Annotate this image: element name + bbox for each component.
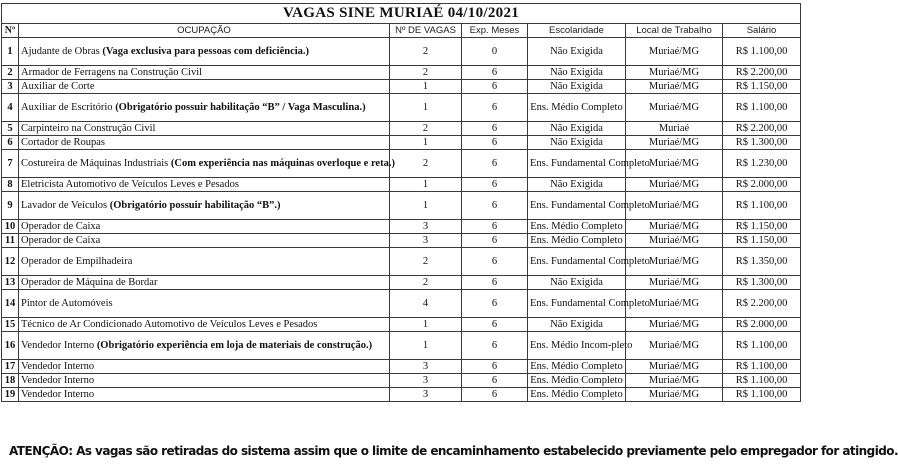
row-experience: 6 bbox=[462, 374, 528, 388]
occupation-requirement-note: (Vaga exclusiva para pessoas com deficiência.) bbox=[102, 46, 310, 57]
occupation-title: Operador de Empilhadeira bbox=[21, 256, 133, 267]
table-row bbox=[2, 66, 801, 80]
table-row bbox=[2, 150, 801, 178]
header-vacancies: Nº DE VAGAS bbox=[390, 24, 462, 38]
row-occupation bbox=[19, 136, 390, 150]
occupation-title: Auxiliar de Corte bbox=[21, 81, 95, 92]
row-number: 3 bbox=[2, 80, 19, 94]
row-occupation bbox=[19, 374, 390, 388]
table-header-row bbox=[2, 24, 801, 38]
table-row bbox=[2, 136, 801, 150]
row-experience: 6 bbox=[462, 290, 528, 318]
row-education: Ens. Médio Completo bbox=[528, 388, 626, 402]
row-experience: 6 bbox=[462, 248, 528, 276]
occupation-title: Vendedor Interno bbox=[21, 361, 95, 372]
row-workplace: Muriaé/MG bbox=[626, 318, 723, 332]
row-workplace: Muriaé/MG bbox=[626, 234, 723, 248]
row-experience: 6 bbox=[462, 234, 528, 248]
row-vacancies: 3 bbox=[390, 234, 462, 248]
row-vacancies: 2 bbox=[390, 38, 462, 66]
row-education: Ens. Médio Incom-pleto bbox=[528, 332, 626, 360]
row-salary: R$ 2.200,00 bbox=[723, 122, 801, 136]
row-salary: R$ 2.200,00 bbox=[723, 66, 801, 80]
row-experience: 6 bbox=[462, 80, 528, 94]
row-salary: R$ 1.300,00 bbox=[723, 276, 801, 290]
row-education: Ens. Médio Completo bbox=[528, 374, 626, 388]
row-number: 1 bbox=[2, 38, 19, 66]
occupation-title: Pintor de Automóveis bbox=[21, 298, 113, 309]
row-occupation bbox=[19, 388, 390, 402]
row-occupation bbox=[19, 178, 390, 192]
row-experience: 6 bbox=[462, 122, 528, 136]
row-workplace: Muriaé/MG bbox=[626, 374, 723, 388]
row-workplace: Muriaé/MG bbox=[626, 94, 723, 122]
row-salary: R$ 2.200,00 bbox=[723, 290, 801, 318]
row-vacancies: 2 bbox=[390, 248, 462, 276]
row-experience: 6 bbox=[462, 332, 528, 360]
row-number: 2 bbox=[2, 66, 19, 80]
table-row bbox=[2, 192, 801, 220]
row-education: Não Exigida bbox=[528, 276, 626, 290]
row-salary: R$ 1.100,00 bbox=[723, 388, 801, 402]
occupation-title: Costureira de Máquinas Industriais bbox=[21, 158, 171, 169]
row-occupation bbox=[19, 66, 390, 80]
row-education: Ens. Médio Completo bbox=[528, 220, 626, 234]
row-salary: R$ 1.100,00 bbox=[723, 374, 801, 388]
row-number: 16 bbox=[2, 332, 19, 360]
row-salary: R$ 1.300,00 bbox=[723, 136, 801, 150]
header-experience: Exp. Meses bbox=[462, 24, 528, 38]
table-row bbox=[2, 234, 801, 248]
row-experience: 6 bbox=[462, 94, 528, 122]
occupation-title: Auxiliar de Escritório bbox=[21, 102, 116, 113]
row-salary: R$ 2.000,00 bbox=[723, 318, 801, 332]
row-experience: 6 bbox=[462, 192, 528, 220]
row-occupation bbox=[19, 248, 390, 276]
row-occupation bbox=[19, 80, 390, 94]
row-education: Ens. Médio Completo bbox=[528, 234, 626, 248]
row-vacancies: 2 bbox=[390, 150, 462, 178]
row-education: Não Exigida bbox=[528, 318, 626, 332]
row-salary: R$ 1.100,00 bbox=[723, 38, 801, 66]
table-row bbox=[2, 80, 801, 94]
row-workplace: Muriaé/MG bbox=[626, 38, 723, 66]
row-salary: R$ 1.100,00 bbox=[723, 192, 801, 220]
row-occupation bbox=[19, 150, 395, 178]
table-row bbox=[2, 178, 801, 192]
row-experience: 6 bbox=[462, 276, 528, 290]
occupation-title: Lavador de Veículos bbox=[21, 200, 110, 211]
row-education: Não Exigida bbox=[528, 178, 626, 192]
table-row bbox=[2, 318, 801, 332]
row-occupation bbox=[19, 290, 390, 318]
row-occupation bbox=[19, 38, 390, 66]
table-row bbox=[2, 220, 801, 234]
table-row bbox=[2, 290, 801, 318]
row-salary: R$ 1.100,00 bbox=[723, 332, 801, 360]
occupation-requirement-note: (Obrigatório experiência em loja de materiais de construção.) bbox=[96, 340, 373, 351]
occupation-title: Operador de Caixa bbox=[21, 221, 101, 232]
row-education: Não Exigida bbox=[528, 80, 626, 94]
row-number: 18 bbox=[2, 374, 19, 388]
row-vacancies: 2 bbox=[390, 122, 462, 136]
row-workplace: Muriaé/MG bbox=[626, 192, 723, 220]
occupation-title: Armador de Ferragens na Construção Civil bbox=[21, 67, 203, 78]
row-number: 17 bbox=[2, 360, 19, 374]
row-education: Ens. Fundamental Completo bbox=[528, 150, 626, 178]
row-education: Ens. Médio Completo bbox=[528, 360, 626, 374]
row-occupation bbox=[19, 318, 390, 332]
row-education: Não Exigida bbox=[528, 136, 626, 150]
row-workplace: Muriaé/MG bbox=[626, 66, 723, 80]
row-occupation bbox=[19, 332, 390, 360]
row-number: 15 bbox=[2, 318, 19, 332]
row-number: 7 bbox=[2, 150, 19, 178]
row-workplace: Muriaé/MG bbox=[626, 248, 723, 276]
attention-note: ATENÇÃO: As vagas são retiradas do sistema assim que o limite de encaminhamento estabelecido previamente pelo empregador for atingido. bbox=[9, 444, 898, 458]
row-vacancies: 3 bbox=[390, 374, 462, 388]
row-workplace: Muriaé/MG bbox=[626, 290, 723, 318]
occupation-title: Vendedor Interno bbox=[21, 375, 95, 386]
row-vacancies: 1 bbox=[390, 80, 462, 94]
row-number: 14 bbox=[2, 290, 19, 318]
header-salary: Salário bbox=[723, 24, 801, 38]
row-number: 10 bbox=[2, 220, 19, 234]
row-occupation bbox=[19, 94, 390, 122]
occupation-requirement-note: (Obrigatório possuir habilitação “B” / Vaga Masculina.) bbox=[115, 102, 366, 113]
row-occupation bbox=[19, 220, 390, 234]
row-salary: R$ 1.150,00 bbox=[723, 220, 801, 234]
header-education: Escolaridade bbox=[528, 24, 626, 38]
table-row bbox=[2, 374, 801, 388]
row-workplace: Muriaé/MG bbox=[626, 220, 723, 234]
occupation-title: Eletricista Automotivo de Veículos Leves e Pesados bbox=[21, 179, 239, 190]
row-experience: 6 bbox=[462, 220, 528, 234]
row-vacancies: 1 bbox=[390, 332, 462, 360]
occupation-title: Vendedor Interno bbox=[21, 340, 97, 351]
row-experience: 6 bbox=[462, 360, 528, 374]
table-row bbox=[2, 38, 801, 66]
row-vacancies: 1 bbox=[390, 192, 462, 220]
table-body bbox=[2, 38, 801, 402]
occupation-title: Operador de Máquina de Bordar bbox=[21, 277, 158, 288]
row-experience: 6 bbox=[462, 318, 528, 332]
row-education: Ens. Fundamental Completo bbox=[528, 192, 626, 220]
row-occupation bbox=[19, 192, 390, 220]
row-education: Ens. Fundamental Completo bbox=[528, 248, 626, 276]
occupation-requirement-note: (Obrigatório possuir habilitação “B”.) bbox=[109, 200, 281, 211]
table-row bbox=[2, 332, 801, 360]
table-row bbox=[2, 94, 801, 122]
row-number: 12 bbox=[2, 248, 19, 276]
occupation-title: Técnico de Ar Condicionado Automotivo de Veículos Leves e Pesados bbox=[21, 319, 318, 330]
row-vacancies: 1 bbox=[390, 178, 462, 192]
row-number: 19 bbox=[2, 388, 19, 402]
table-row bbox=[2, 388, 801, 402]
row-number: 13 bbox=[2, 276, 19, 290]
table-row bbox=[2, 360, 801, 374]
row-occupation bbox=[19, 360, 390, 374]
row-vacancies: 3 bbox=[390, 388, 462, 402]
row-workplace: Muriaé/MG bbox=[626, 136, 723, 150]
row-vacancies: 4 bbox=[390, 290, 462, 318]
row-experience: 6 bbox=[462, 150, 528, 178]
row-education: Não Exigida bbox=[528, 122, 626, 136]
row-experience: 6 bbox=[462, 66, 528, 80]
row-workplace: Muriaé/MG bbox=[626, 276, 723, 290]
row-education: Não Exigida bbox=[528, 38, 626, 66]
row-workplace: Muriaé/MG bbox=[626, 178, 723, 192]
row-vacancies: 2 bbox=[390, 276, 462, 290]
row-salary: R$ 1.150,00 bbox=[723, 234, 801, 248]
occupation-requirement-note: (Com experiência nas máquinas overloque e reta.) bbox=[170, 158, 395, 169]
row-vacancies: 3 bbox=[390, 220, 462, 234]
occupation-title: Vendedor Interno bbox=[21, 389, 95, 400]
row-experience: 6 bbox=[462, 178, 528, 192]
row-experience: 0 bbox=[462, 38, 528, 66]
row-workplace: Muriaé/MG bbox=[626, 360, 723, 374]
row-number: 9 bbox=[2, 192, 19, 220]
row-workplace: Muriaé/MG bbox=[626, 388, 723, 402]
row-salary: R$ 1.350,00 bbox=[723, 248, 801, 276]
row-salary: R$ 1.150,00 bbox=[723, 80, 801, 94]
row-education: Ens. Fundamental Completo bbox=[528, 290, 626, 318]
occupation-title: Carpinteiro na Construção Civil bbox=[21, 123, 156, 134]
header-workplace: Local de Trabalho bbox=[626, 24, 723, 38]
row-vacancies: 1 bbox=[390, 94, 462, 122]
row-workplace: Muriaé/MG bbox=[626, 332, 723, 360]
row-experience: 6 bbox=[462, 388, 528, 402]
row-salary: R$ 1.230,00 bbox=[723, 150, 801, 178]
header-occupation: OCUPAÇÃO bbox=[19, 24, 390, 38]
row-number: 8 bbox=[2, 178, 19, 192]
occupation-title: Operador de Caixa bbox=[21, 235, 101, 246]
row-vacancies: 1 bbox=[390, 318, 462, 332]
row-education: Não Exigida bbox=[528, 66, 626, 80]
row-number: 5 bbox=[2, 122, 19, 136]
row-occupation bbox=[19, 122, 390, 136]
table-row bbox=[2, 276, 801, 290]
row-vacancies: 2 bbox=[390, 66, 462, 80]
page-title: VAGAS SINE MURIAÉ 04/10/2021 bbox=[2, 4, 801, 24]
row-workplace: Muriaé/MG bbox=[626, 80, 723, 94]
row-salary: R$ 1.100,00 bbox=[723, 360, 801, 374]
table-row bbox=[2, 248, 801, 276]
row-vacancies: 3 bbox=[390, 360, 462, 374]
row-occupation bbox=[19, 276, 390, 290]
row-education: Ens. Médio Completo bbox=[528, 94, 626, 122]
row-number: 4 bbox=[2, 94, 19, 122]
row-occupation bbox=[19, 234, 390, 248]
row-vacancies: 1 bbox=[390, 136, 462, 150]
table-row bbox=[2, 122, 801, 136]
row-workplace: Muriaé bbox=[626, 122, 723, 136]
row-number: 11 bbox=[2, 234, 19, 248]
row-workplace: Muriaé/MG bbox=[626, 150, 723, 178]
row-salary: R$ 1.100,00 bbox=[723, 94, 801, 122]
row-experience: 6 bbox=[462, 136, 528, 150]
vacancies-table bbox=[1, 3, 801, 402]
occupation-title: Cortador de Roupas bbox=[21, 137, 105, 148]
row-number: 6 bbox=[2, 136, 19, 150]
occupation-title: Ajudante de Obras bbox=[21, 46, 103, 57]
header-number: Nº bbox=[2, 24, 19, 38]
row-salary: R$ 2.000,00 bbox=[723, 178, 801, 192]
